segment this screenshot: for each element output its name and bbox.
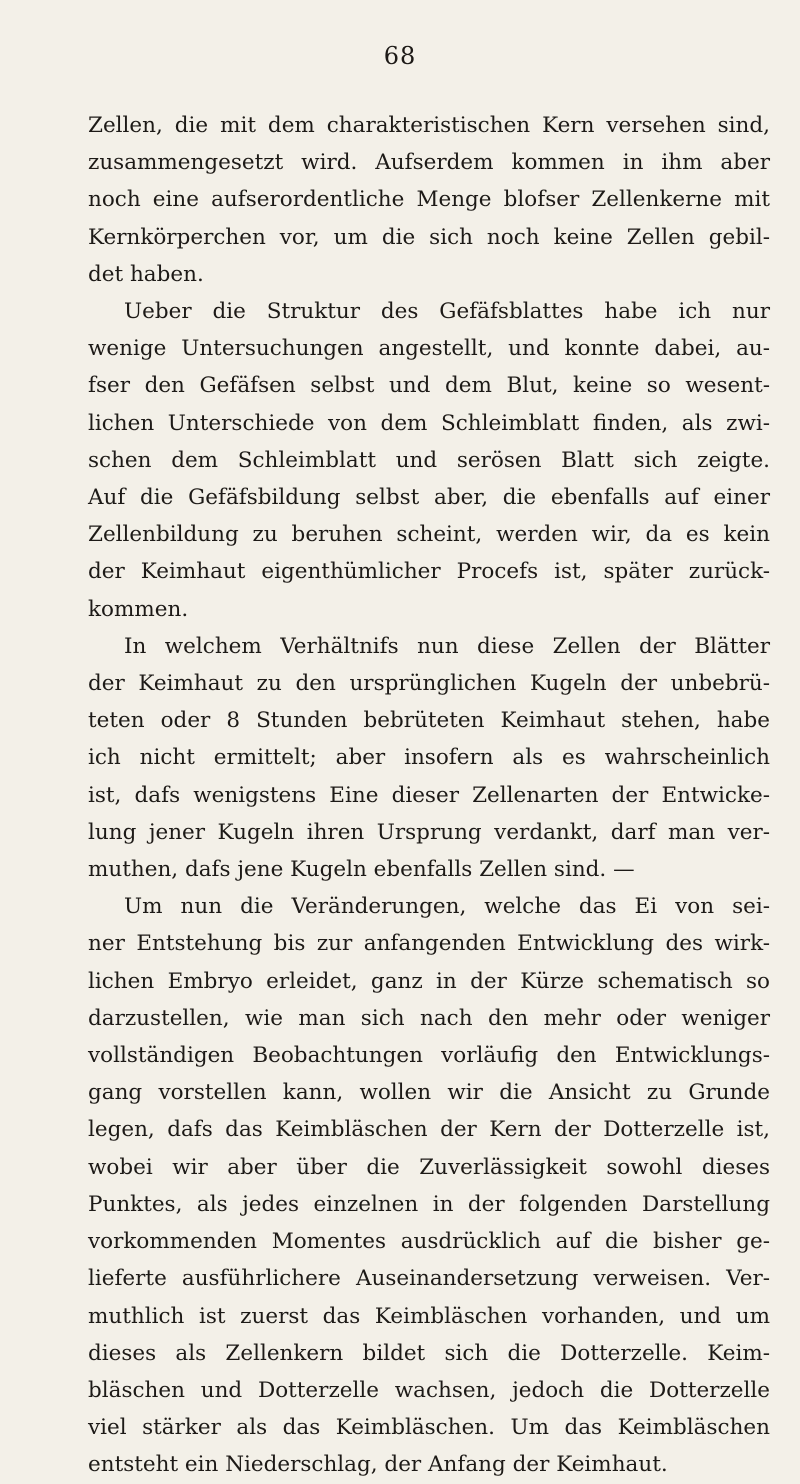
text-line: Auf die Gefäfsbildung selbst aber, die ebenfalls auf einer — [88, 485, 770, 511]
text-line: muthlich ist zuerst das Keimbläschen vorhanden, und um — [88, 1303, 770, 1329]
body-text — [88, 107, 770, 1484]
text-line: lieferte ausführlichere Auseinandersetzung verweisen. Ver- — [88, 1266, 770, 1292]
text-line: fser den Gefäfsen selbst und dem Blut, keine so wesent- — [88, 373, 770, 399]
text-line: der Keimhaut zu den ursprünglichen Kugeln der unbebrü- — [88, 671, 770, 697]
text-line: ner Entstehung bis zur anfangenden Entwicklung des wirk- — [88, 931, 770, 957]
text-line: legen, dafs das Keimbläschen der Kern der Dotterzelle ist, — [88, 1117, 770, 1143]
text-line: entsteht ein Niederschlag, der Anfang der Keimhaut. — [88, 1452, 668, 1478]
text-line: zusammengesetzt wird. Aufserdem kommen in ihm aber — [88, 150, 770, 176]
text-line: lichen Unterschiede von dem Schleimblatt finden, als zwi- — [88, 410, 770, 436]
text-line: lichen Embryo erleidet, ganz in der Kürze schematisch so — [88, 968, 770, 994]
text-line: Kernkörperchen vor, um die sich noch keine Zellen gebil- — [88, 224, 770, 250]
text-line: Zellenbildung zu beruhen scheint, werden wir, da es kein — [88, 522, 770, 548]
text-line: schen dem Schleimblatt und serösen Blatt sich zeigte. — [88, 447, 770, 473]
text-line: wenige Untersuchungen angestellt, und konnte dabei, au- — [88, 336, 770, 362]
text-line: Ueber die Struktur des Gefäfsblattes habe ich nur — [124, 299, 770, 325]
text-line: viel stärker als das Keimbläschen. Um das Keimbläschen — [88, 1415, 770, 1441]
text-line: dieses als Zellenkern bildet sich die Dotterzelle. Keim- — [88, 1340, 770, 1366]
text-line: kommen. — [88, 596, 189, 622]
text-line: lung jener Kugeln ihren Ursprung verdankt, darf man ver- — [88, 819, 770, 845]
text-line: darzustellen, wie man sich nach den mehr oder weniger — [88, 1005, 770, 1031]
text-line: muthen, dafs jene Kugeln ebenfalls Zellen sind. — — [88, 857, 635, 883]
text-line: bläschen und Dotterzelle wachsen, jedoch die Dotterzelle — [88, 1377, 770, 1403]
text-line: Punktes, als jedes einzelnen in der folgenden Darstellung — [88, 1191, 770, 1217]
text-line: ist, dafs wenigstens Eine dieser Zellenarten der Entwicke- — [88, 782, 770, 808]
text-line: vorkommenden Momentes ausdrücklich auf die bisher ge- — [88, 1229, 770, 1255]
text-line: Zellen, die mit dem charakteristischen Kern versehen sind, — [88, 113, 770, 138]
text-line: der Keimhaut eigenthümlicher Procefs ist, später zurück- — [88, 559, 770, 585]
text-line: teten oder 8 Stunden bebrüteten Keimhaut stehen, habe — [88, 708, 770, 734]
text-line: Um nun die Veränderungen, welche das Ei von sei- — [124, 894, 770, 920]
text-line: In welchem Verhältnifs nun diese Zellen der Blätter — [124, 633, 770, 659]
text-line: det haben. — [88, 261, 204, 287]
text-line: vollständigen Beobachtungen vorläufig den Entwicklungs- — [88, 1043, 770, 1069]
page-number: 68 — [383, 42, 417, 70]
text-line: ich nicht ermittelt; aber insofern als es wahrscheinlich — [88, 745, 770, 771]
text-line: noch eine aufserordentliche Menge blofser Zellenkerne mit — [88, 187, 770, 213]
text-line: wobei wir aber über die Zuverlässigkeit sowohl dieses — [88, 1154, 770, 1180]
text-line: gang vorstellen kann, wollen wir die Ansicht zu Grunde — [88, 1080, 770, 1106]
